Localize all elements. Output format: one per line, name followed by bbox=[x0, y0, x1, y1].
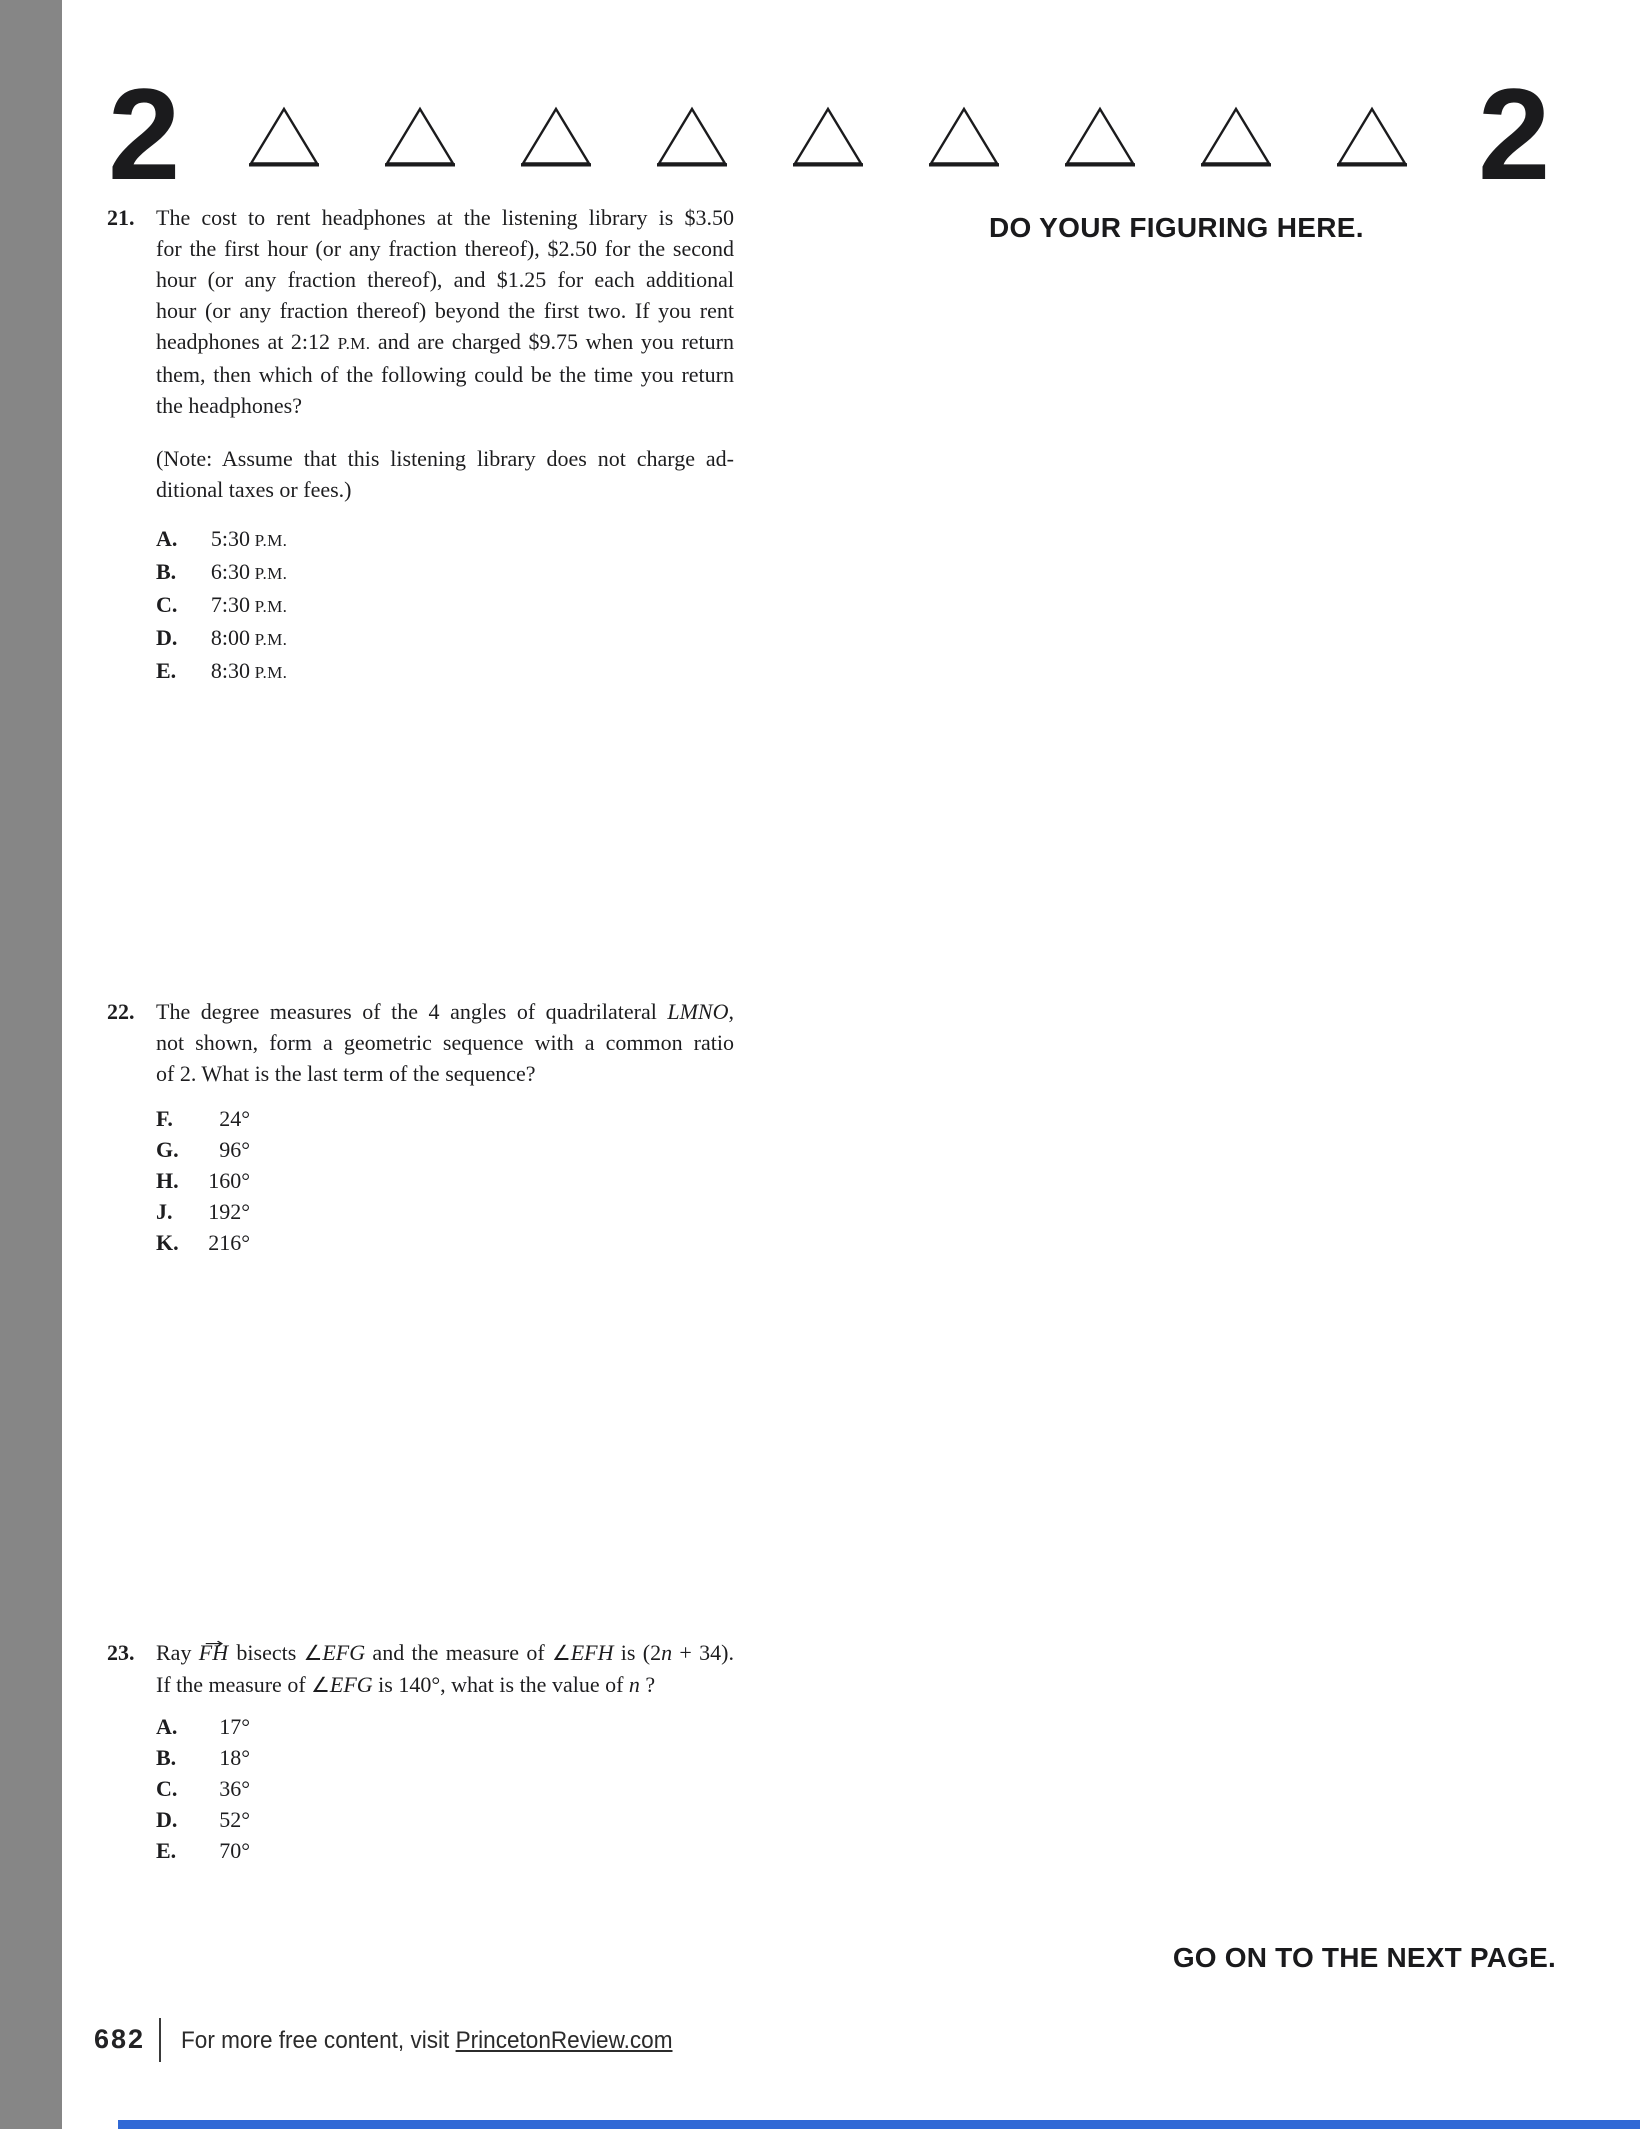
option-value: 8:00 bbox=[210, 625, 250, 650]
answer-option-b bbox=[156, 556, 734, 589]
question-number: 23. bbox=[107, 1640, 135, 1665]
option-letter: B. bbox=[156, 1745, 177, 1770]
option-value: 17° bbox=[219, 1714, 250, 1739]
footer-link[interactable]: PrincetonReview.com bbox=[455, 2027, 673, 2054]
page-edge-gray-tab bbox=[0, 0, 62, 2129]
page-number: 682 bbox=[94, 2024, 146, 2054]
answer-option-j bbox=[156, 1196, 734, 1227]
answer-option-f bbox=[156, 1103, 734, 1134]
footer-note-text: For more free content, visit bbox=[181, 2027, 456, 2054]
option-letter: C. bbox=[156, 592, 178, 617]
option-suffix: P.M. bbox=[250, 531, 288, 550]
question-text-line: hour (or any fraction thereof), and $1.25 for each additional bbox=[156, 267, 734, 292]
question-text-line: If the measure of ∠EFG is 140°, what is the value of n ? bbox=[156, 1672, 656, 1697]
answer-option-g bbox=[156, 1134, 734, 1165]
option-letter: E. bbox=[156, 1838, 177, 1863]
option-letter: H. bbox=[156, 1168, 179, 1193]
question-text-line: The degree measures of the 4 angles of quadrilateral LMNO, bbox=[156, 999, 734, 1024]
answer-option-e bbox=[156, 655, 734, 688]
question-text-line: headphones at 2:12 P.M. and are charged $9.75 when you return bbox=[156, 329, 734, 354]
triangle-icon bbox=[1200, 106, 1272, 168]
triangle-icon bbox=[928, 106, 1000, 168]
option-value: 70° bbox=[219, 1838, 250, 1863]
option-value: 6:30 bbox=[210, 559, 250, 584]
option-value: 160° bbox=[208, 1168, 250, 1193]
answer-option-k bbox=[156, 1227, 734, 1258]
question-number: 21. bbox=[107, 205, 135, 230]
answer-option-c bbox=[156, 589, 734, 622]
section-number-right: 2 bbox=[1478, 61, 1547, 207]
option-value: 192° bbox=[208, 1199, 250, 1224]
option-letter: B. bbox=[156, 559, 177, 584]
page-edge-blue-bar bbox=[118, 2120, 1640, 2129]
triangle-icon bbox=[384, 106, 456, 168]
option-value: 8:30 bbox=[210, 658, 250, 683]
question-number: 22. bbox=[107, 999, 135, 1024]
question-text-line: The cost to rent headphones at the listening library is $3.50 bbox=[156, 205, 734, 230]
option-value: 52° bbox=[219, 1807, 250, 1832]
note-line: (Note: Assume that this listening library does not charge ad- bbox=[156, 446, 734, 471]
note-line: ditional taxes or fees.) bbox=[156, 477, 352, 502]
section-number-left: 2 bbox=[108, 61, 177, 207]
option-value: 36° bbox=[219, 1776, 250, 1801]
question-note bbox=[156, 443, 734, 505]
triangle-icon bbox=[1064, 106, 1136, 168]
answer-options bbox=[156, 1103, 734, 1258]
go-on-instruction: GO ON TO THE NEXT PAGE. bbox=[1172, 1942, 1556, 1973]
question-text-line: Ray FH → bisects ∠EFG and the measure of ∠EFH is (2n + 34). bbox=[156, 1637, 734, 1669]
option-letter: G. bbox=[156, 1137, 179, 1162]
answer-option-d bbox=[156, 1804, 734, 1835]
answer-option-c bbox=[156, 1773, 734, 1804]
footer-divider bbox=[159, 2018, 161, 2062]
option-value: 216° bbox=[208, 1230, 250, 1255]
option-letter: F. bbox=[156, 1106, 173, 1131]
question-22 bbox=[107, 996, 734, 1258]
question-text-line: of 2. What is the last term of the sequence? bbox=[156, 1061, 536, 1086]
triangle-icon bbox=[520, 106, 592, 168]
question-text-line: the headphones? bbox=[156, 393, 302, 418]
option-suffix: P.M. bbox=[250, 630, 288, 649]
option-letter: D. bbox=[156, 625, 178, 650]
triangle-marker-row bbox=[248, 106, 1408, 168]
option-value: 5:30 bbox=[210, 526, 250, 551]
option-suffix: P.M. bbox=[250, 663, 288, 682]
answer-option-b bbox=[156, 1742, 734, 1773]
option-value: 96° bbox=[219, 1137, 250, 1162]
option-letter: J. bbox=[156, 1199, 173, 1224]
answer-option-h bbox=[156, 1165, 734, 1196]
answer-option-e bbox=[156, 1835, 734, 1866]
option-letter: D. bbox=[156, 1807, 178, 1832]
triangle-icon bbox=[1336, 106, 1408, 168]
option-suffix: P.M. bbox=[250, 597, 288, 616]
answer-option-a bbox=[156, 523, 734, 556]
figuring-heading: DO YOUR FIGURING HERE. bbox=[989, 212, 1364, 243]
option-value: 7:30 bbox=[210, 592, 250, 617]
question-text-line: not shown, form a geometric sequence with a common ratio bbox=[156, 1030, 734, 1055]
triangle-icon bbox=[248, 106, 320, 168]
answer-options bbox=[156, 1711, 734, 1866]
triangle-icon bbox=[792, 106, 864, 168]
option-value: 24° bbox=[219, 1106, 250, 1131]
option-letter: A. bbox=[156, 526, 178, 551]
triangle-icon bbox=[656, 106, 728, 168]
option-letter: C. bbox=[156, 1776, 178, 1801]
answer-option-a bbox=[156, 1711, 734, 1742]
option-letter: A. bbox=[156, 1714, 178, 1739]
option-suffix: P.M. bbox=[250, 564, 288, 583]
answer-option-d bbox=[156, 622, 734, 655]
question-21 bbox=[107, 202, 734, 688]
question-23 bbox=[107, 1637, 734, 1866]
option-value: 18° bbox=[219, 1745, 250, 1770]
question-text-line: hour (or any fraction thereof) beyond the first two. If you rent bbox=[156, 298, 734, 323]
footer-note bbox=[181, 2027, 673, 2055]
question-text-line: them, then which of the following could be the time you return bbox=[156, 362, 734, 387]
question-text-line: for the first hour (or any fraction thereof), $2.50 for the second bbox=[156, 236, 734, 261]
option-letter: E. bbox=[156, 658, 177, 683]
option-letter: K. bbox=[156, 1230, 179, 1255]
answer-options bbox=[156, 523, 734, 688]
